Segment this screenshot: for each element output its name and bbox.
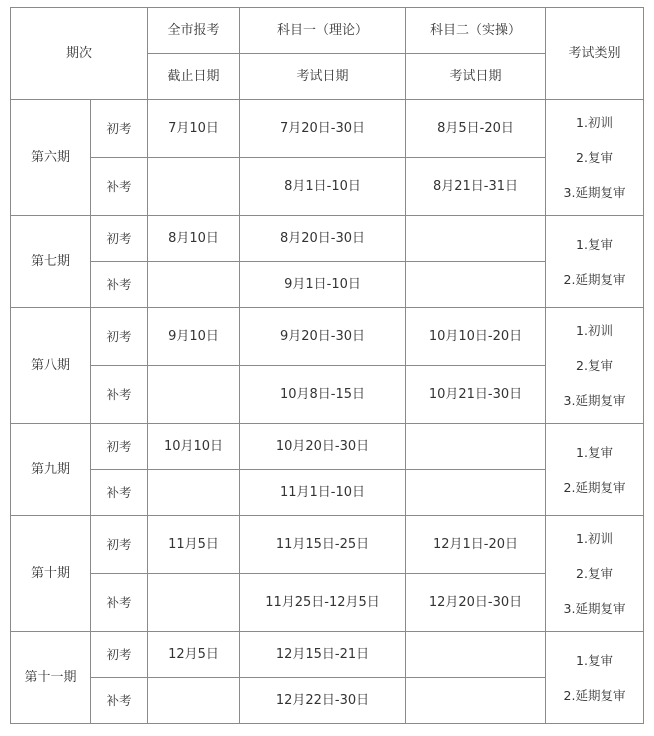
exam-category-cell	[546, 516, 644, 632]
period-row-initial	[11, 516, 644, 574]
subject-one-date: 11月25日-12月5日	[240, 574, 406, 632]
subject-one-date: 9月1日-10日	[240, 262, 406, 308]
period-cell: 第九期	[11, 424, 91, 516]
period-row-initial	[11, 100, 644, 158]
exam-category-cell	[546, 308, 644, 424]
exam-category-item: 3.延期复审	[563, 601, 626, 616]
exam-category-cell	[546, 632, 644, 724]
exam-category-item: 1.初训	[576, 115, 613, 130]
exam-category-item: 3.延期复审	[563, 393, 626, 408]
period-row-initial	[11, 424, 644, 470]
exam-category-cell	[546, 100, 644, 216]
registration-deadline	[148, 678, 240, 724]
header-row-1	[11, 8, 644, 54]
exam-type-makeup: 补考	[91, 158, 148, 216]
registration-deadline: 11月5日	[148, 516, 240, 574]
period-row-initial	[11, 308, 644, 366]
subject-one-date: 11月1日-10日	[240, 470, 406, 516]
exam-type-initial: 初考	[91, 632, 148, 678]
exam-type-initial: 初考	[91, 516, 148, 574]
registration-deadline	[148, 366, 240, 424]
header-subject-one: 科目一（理论）	[240, 8, 406, 54]
subject-one-date: 12月22日-30日	[240, 678, 406, 724]
header-registration: 全市报考	[148, 8, 240, 54]
subject-one-date: 11月15日-25日	[240, 516, 406, 574]
subject-two-date	[406, 470, 546, 516]
exam-category-item: 2.延期复审	[563, 479, 626, 495]
registration-deadline	[148, 262, 240, 308]
header-category: 考试类别	[546, 8, 644, 100]
subject-two-date	[406, 262, 546, 308]
subject-two-date	[406, 424, 546, 470]
exam-category-item: 1.初训	[576, 323, 613, 338]
period-row-initial	[11, 632, 644, 678]
exam-category-item: 2.延期复审	[563, 271, 626, 287]
exam-type-makeup: 补考	[91, 678, 148, 724]
subject-two-date: 10月10日-20日	[406, 308, 546, 366]
header-subject-two: 科目二（实操）	[406, 8, 546, 54]
registration-deadline	[148, 158, 240, 216]
exam-category-item: 1.复审	[576, 652, 613, 668]
exam-category-item: 1.复审	[576, 444, 613, 460]
period-cell: 第十期	[11, 516, 91, 632]
exam-type-makeup: 补考	[91, 366, 148, 424]
subject-one-date: 10月20日-30日	[240, 424, 406, 470]
registration-deadline: 9月10日	[148, 308, 240, 366]
period-cell: 第八期	[11, 308, 91, 424]
subject-two-date: 8月21日-31日	[406, 158, 546, 216]
exam-type-initial: 初考	[91, 424, 148, 470]
period-cell: 第六期	[11, 100, 91, 216]
exam-type-initial: 初考	[91, 100, 148, 158]
header-subject-two-date: 考试日期	[406, 54, 546, 100]
table-body	[11, 8, 644, 724]
exam-category-item: 2.复审	[576, 358, 613, 373]
registration-deadline	[148, 470, 240, 516]
exam-category-item: 3.延期复审	[563, 185, 626, 200]
exam-type-initial: 初考	[91, 308, 148, 366]
subject-two-date: 10月21日-30日	[406, 366, 546, 424]
subject-one-date: 12月15日-21日	[240, 632, 406, 678]
exam-category-item: 2.复审	[576, 150, 613, 165]
period-cell: 第十一期	[11, 632, 91, 724]
exam-category-item: 1.复审	[576, 236, 613, 252]
exam-schedule-table	[10, 7, 644, 724]
subject-one-date: 8月1日-10日	[240, 158, 406, 216]
exam-type-initial: 初考	[91, 216, 148, 262]
period-row-initial	[11, 216, 644, 262]
registration-deadline: 10月10日	[148, 424, 240, 470]
registration-deadline: 7月10日	[148, 100, 240, 158]
subject-one-date: 8月20日-30日	[240, 216, 406, 262]
registration-deadline: 8月10日	[148, 216, 240, 262]
exam-category-item: 2.延期复审	[563, 687, 626, 703]
registration-deadline: 12月5日	[148, 632, 240, 678]
exam-type-makeup: 补考	[91, 470, 148, 516]
subject-two-date	[406, 678, 546, 724]
exam-category-cell	[546, 216, 644, 308]
header-registration-deadline: 截止日期	[148, 54, 240, 100]
subject-one-date: 10月8日-15日	[240, 366, 406, 424]
subject-one-date: 9月20日-30日	[240, 308, 406, 366]
period-cell: 第七期	[11, 216, 91, 308]
header-subject-one-date: 考试日期	[240, 54, 406, 100]
subject-two-date: 12月20日-30日	[406, 574, 546, 632]
subject-one-date: 7月20日-30日	[240, 100, 406, 158]
header-period: 期次	[11, 8, 148, 100]
subject-two-date: 8月5日-20日	[406, 100, 546, 158]
exam-type-makeup: 补考	[91, 262, 148, 308]
subject-two-date	[406, 216, 546, 262]
exam-category-cell	[546, 424, 644, 516]
subject-two-date: 12月1日-20日	[406, 516, 546, 574]
subject-two-date	[406, 632, 546, 678]
exam-category-item: 2.复审	[576, 566, 613, 581]
registration-deadline	[148, 574, 240, 632]
exam-type-makeup: 补考	[91, 574, 148, 632]
exam-category-item: 1.初训	[576, 531, 613, 546]
